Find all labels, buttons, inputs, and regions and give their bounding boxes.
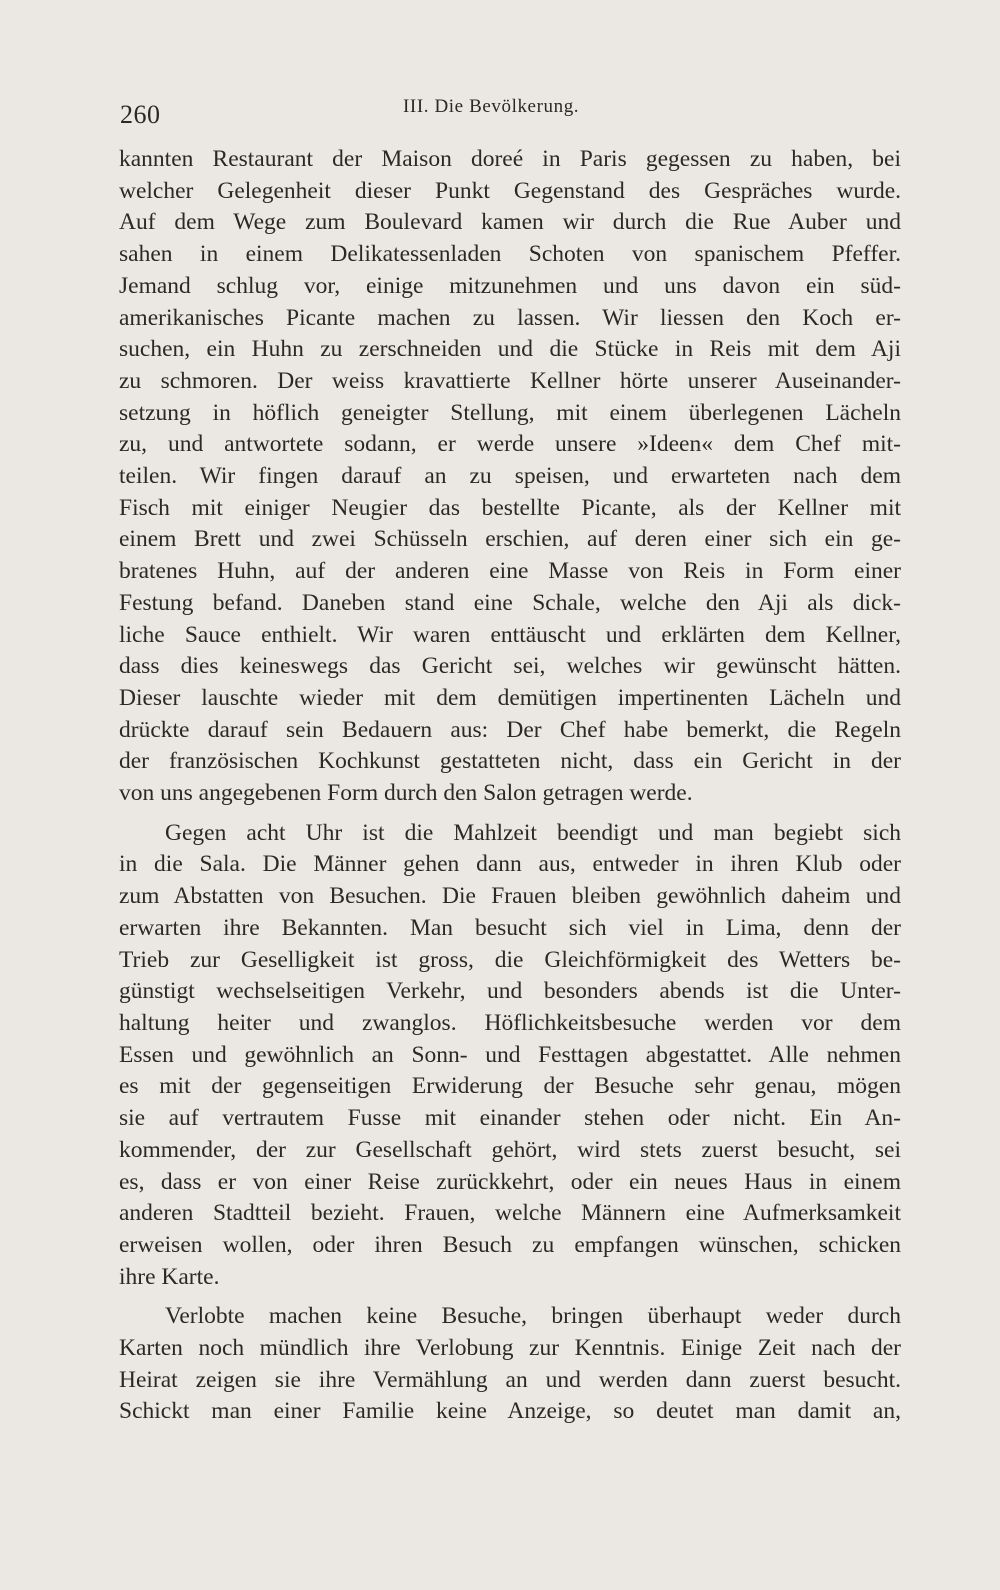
text-line: Trieb zur Geselligkeit ist gross, die Gleichförmigkeit des Wetters be- [119,946,901,973]
text-line: Karten noch mündlich ihre Verlobung zur Kenntnis. Einige Zeit nach der [119,1335,901,1362]
text-line: günstigt wechselseitigen Verkehr, und besonders abends ist die Unter- [119,978,901,1005]
text-line: haltung heiter und zwanglos. Höflichkeitsbesuche werden vor dem [119,1009,901,1036]
text-line: Schickt man einer Familie keine Anzeige, so deutet man damit an, [119,1398,901,1425]
text-line: dass dies keineswegs das Gericht sei, welches wir gewünscht hätten. [119,653,901,680]
text-line: setzung in höflich geneigter Stellung, mit einem überlegenen Lächeln [119,399,901,426]
body-text [119,144,901,1428]
text-line: Auf dem Wege zum Boulevard kamen wir durch die Rue Auber und [119,209,901,236]
text-line: zu schmoren. Der weiss kravattierte Kellner hörte unserer Auseinander- [119,367,901,394]
text-line: es mit der gegenseitigen Erwiderung der Besuche sehr genau, mögen [119,1073,901,1100]
text-line: zum Abstatten von Besuchen. Die Frauen bleiben gewöhnlich daheim und [119,883,901,910]
text-line: es, dass er von einer Reise zurückkehrt, oder ein neues Haus in einem [119,1168,901,1195]
running-head: III. Die Bevölkerung. [403,96,580,117]
text-line: drückte darauf sein Bedauern aus: Der Chef habe bemerkt, die Regeln [119,716,901,743]
text-line: von uns angegebenen Form durch den Salon getragen werde. [119,780,693,807]
text-line: suchen, ein Huhn zu zerschneiden und die Stücke in Reis mit dem Aji [119,336,901,363]
text-line: sie auf vertrautem Fusse mit einander stehen oder nicht. Ein An- [119,1105,901,1132]
text-line: Heirat zeigen sie ihre Vermählung an und werden dann zuerst besucht. [119,1366,901,1393]
paragraph-2 [119,818,901,1294]
text-line: der französischen Kochkunst gestatteten nicht, dass ein Gericht in der [119,748,901,775]
page-header [120,92,900,132]
text-line: in die Sala. Die Männer gehen dann aus, entweder in ihren Klub oder [119,851,901,878]
text-line: zu, und antwortete sodann, er werde unsere »Ideen« dem Chef mit- [119,431,901,458]
text-line: Essen und gewöhnlich an Sonn- und Festtagen abgestattet. Alle nehmen [119,1041,901,1068]
text-line: Festung befand. Daneben stand eine Schale, welche den Aji als dick- [119,589,901,616]
text-line: sahen in einem Delikatessenladen Schoten von spanischem Pfeffer. [119,241,901,268]
text-line: liche Sauce enthielt. Wir waren enttäuscht und erklärten dem Kellner, [119,621,901,648]
text-line: einem Brett und zwei Schüsseln erschien, auf deren einer sich ein ge- [119,526,901,553]
text-line: anderen Stadtteil bezieht. Frauen, welche Männern eine Aufmerksamkeit [119,1200,901,1227]
text-line: Dieser lauschte wieder mit dem demütigen impertinenten Lächeln und [119,684,901,711]
text-line: Gegen acht Uhr ist die Mahlzeit beendigt und man begiebt sich [165,819,901,846]
text-line: Verlobte machen keine Besuche, bringen überhaupt weder durch [165,1303,901,1330]
text-line: Fisch mit einiger Neugier das bestellte Picante, als der Kellner mit [119,494,901,521]
paragraph-1 [119,144,901,810]
text-line: kommender, der zur Gesellschaft gehört, wird stets zuerst besucht, sei [119,1136,901,1163]
text-line: bratenes Huhn, auf der anderen eine Masse von Reis in Form einer [119,558,901,585]
text-line: welcher Gelegenheit dieser Punkt Gegenstand des Gespräches wurde. [119,177,901,204]
paragraph-3 [119,1301,901,1428]
text-line: kannten Restaurant der Maison doreé in Paris gegessen zu haben, bei [119,146,901,172]
text-line: ihre Karte. [119,1263,220,1290]
text-line: erwarten ihre Bekannten. Man besucht sich viel in Lima, denn der [119,914,901,941]
text-line: Jemand schlug vor, einige mitzunehmen und uns davon ein süd- [119,272,901,299]
text-line: amerikanisches Picante machen zu lassen. Wir liessen den Koch er- [119,304,901,331]
page-number: 260 [120,100,161,129]
text-line: teilen. Wir fingen darauf an zu speisen, und erwarteten nach dem [119,463,901,490]
text-line: erweisen wollen, oder ihren Besuch zu empfangen wünschen, schicken [119,1231,901,1258]
